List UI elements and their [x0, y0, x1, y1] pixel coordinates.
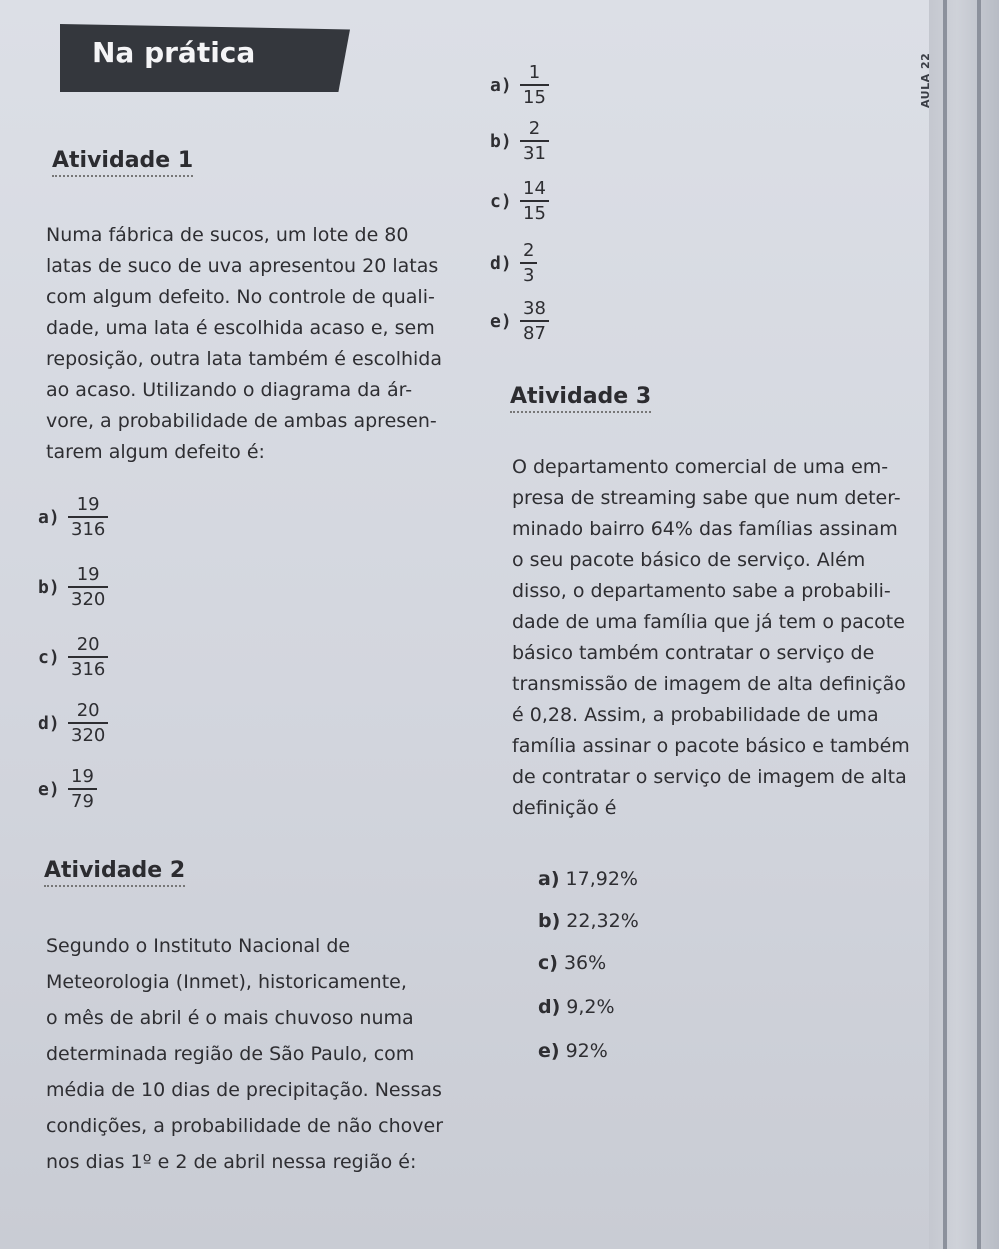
option-letter: a): [538, 868, 560, 890]
page-title: Na prática: [92, 36, 256, 69]
edge-divider: [943, 0, 947, 1249]
activity1-option-b[interactable]: [38, 564, 108, 610]
option-letter: d): [538, 996, 561, 1018]
option-letter: b): [490, 130, 512, 152]
option-value: 9,2%: [566, 996, 615, 1018]
fraction: $\frac{2}{31}$: [520, 118, 549, 164]
text-line: o mês de abril é o mais chuvoso numa: [46, 1007, 414, 1029]
text-line: presa de streaming sabe que num deter-: [512, 487, 901, 509]
aula-side-tab: [915, 30, 941, 110]
option-value: 17,92%: [565, 868, 638, 890]
text-line: família assinar o pacote básico e também: [512, 735, 910, 757]
activity2-option-d[interactable]: [490, 240, 537, 286]
fraction: $\frac{19}{316}$: [68, 494, 108, 540]
text-line: básico também contratar o serviço de: [512, 642, 875, 664]
activity2-option-c[interactable]: [490, 178, 549, 224]
text-line: de contratar o serviço de imagem de alta: [512, 766, 907, 788]
fraction: $\frac{20}{320}$: [68, 700, 108, 746]
activity3-text: [512, 452, 910, 824]
option-value: 92%: [565, 1040, 608, 1062]
option-value: 22,32%: [566, 910, 639, 932]
text-line: Meteorologia (Inmet), historicamente,: [46, 971, 407, 993]
option-letter: a): [38, 506, 60, 528]
text-line: Numa fábrica de sucos, um lote de 80: [46, 224, 409, 246]
text-line: o seu pacote básico de serviço. Além: [512, 549, 866, 571]
activity3-option-a[interactable]: [538, 868, 638, 890]
option-letter: d): [490, 252, 512, 274]
text-line: ao acaso. Utilizando o diagrama da ár-: [46, 379, 413, 401]
option-letter: a): [490, 74, 512, 96]
page-edge: [929, 0, 999, 1249]
activity2-option-b[interactable]: [490, 118, 549, 164]
text-line: é 0,28. Assim, a probabilidade de uma: [512, 704, 879, 726]
text-line: média de 10 dias de precipitação. Nessas: [46, 1079, 442, 1101]
text-line: determinada região de São Paulo, com: [46, 1043, 415, 1065]
option-letter: e): [538, 1040, 560, 1062]
text-line: minado bairro 64% das famílias assinam: [512, 518, 898, 540]
option-letter: e): [38, 778, 60, 800]
activity2-title: Atividade 2: [44, 858, 185, 887]
text-line: definição é: [512, 797, 617, 819]
activity3-option-e[interactable]: [538, 1040, 608, 1062]
text-line: dade de uma família que já tem o pacote: [512, 611, 905, 633]
activity1-text: [46, 220, 442, 468]
option-letter: b): [38, 576, 60, 598]
fraction: $\frac{14}{15}$: [520, 178, 549, 224]
text-line: tarem algum defeito é:: [46, 441, 265, 463]
option-letter: b): [538, 910, 561, 932]
activity3-title: Atividade 3: [510, 384, 651, 413]
activity1-title: Atividade 1: [52, 148, 193, 177]
text-line: vore, a probabilidade de ambas apresen-: [46, 410, 437, 432]
activity3-option-d[interactable]: [538, 996, 615, 1018]
fraction: $\frac{38}{87}$: [520, 298, 549, 344]
activity1-option-d[interactable]: [38, 700, 108, 746]
text-line: nos dias 1º e 2 de abril nessa região é:: [46, 1151, 417, 1173]
activity2-option-a[interactable]: [490, 62, 549, 108]
fraction: $\frac{19}{320}$: [68, 564, 108, 610]
option-letter: e): [490, 310, 512, 332]
option-letter: c): [38, 646, 60, 668]
activity3-option-c[interactable]: [538, 952, 606, 974]
text-line: com algum defeito. No controle de quali-: [46, 286, 435, 308]
activity2-text: [46, 928, 443, 1180]
text-line: Segundo o Instituto Nacional de: [46, 935, 351, 957]
text-line: reposição, outra lata também é escolhida: [46, 348, 442, 370]
text-line: latas de suco de uva apresentou 20 latas: [46, 255, 439, 277]
option-letter: c): [490, 190, 512, 212]
fraction: $\frac{19}{79}$: [68, 766, 97, 812]
aula-label: AULA 22: [919, 52, 932, 108]
activity2-option-e[interactable]: [490, 298, 549, 344]
option-letter: d): [38, 712, 60, 734]
text-line: dade, uma lata é escolhida acaso e, sem: [46, 317, 435, 339]
fraction: $\frac{2}{3}$: [520, 240, 537, 286]
text-line: transmissão de imagem de alta definição: [512, 673, 906, 695]
activity3-option-b[interactable]: [538, 910, 639, 932]
text-line: O departamento comercial de uma em-: [512, 456, 889, 478]
option-letter: c): [538, 952, 558, 974]
text-line: disso, o departamento sabe a probabili-: [512, 580, 891, 602]
fraction: $\frac{20}{316}$: [68, 634, 108, 680]
option-value: 36%: [563, 952, 607, 974]
fraction: $\frac{1}{15}$: [520, 62, 549, 108]
activity1-option-e[interactable]: [38, 766, 97, 812]
text-line: condições, a probabilidade de não chover: [46, 1115, 444, 1137]
activity1-option-c[interactable]: [38, 634, 108, 680]
activity1-option-a[interactable]: [38, 494, 108, 540]
edge-divider: [977, 0, 981, 1249]
